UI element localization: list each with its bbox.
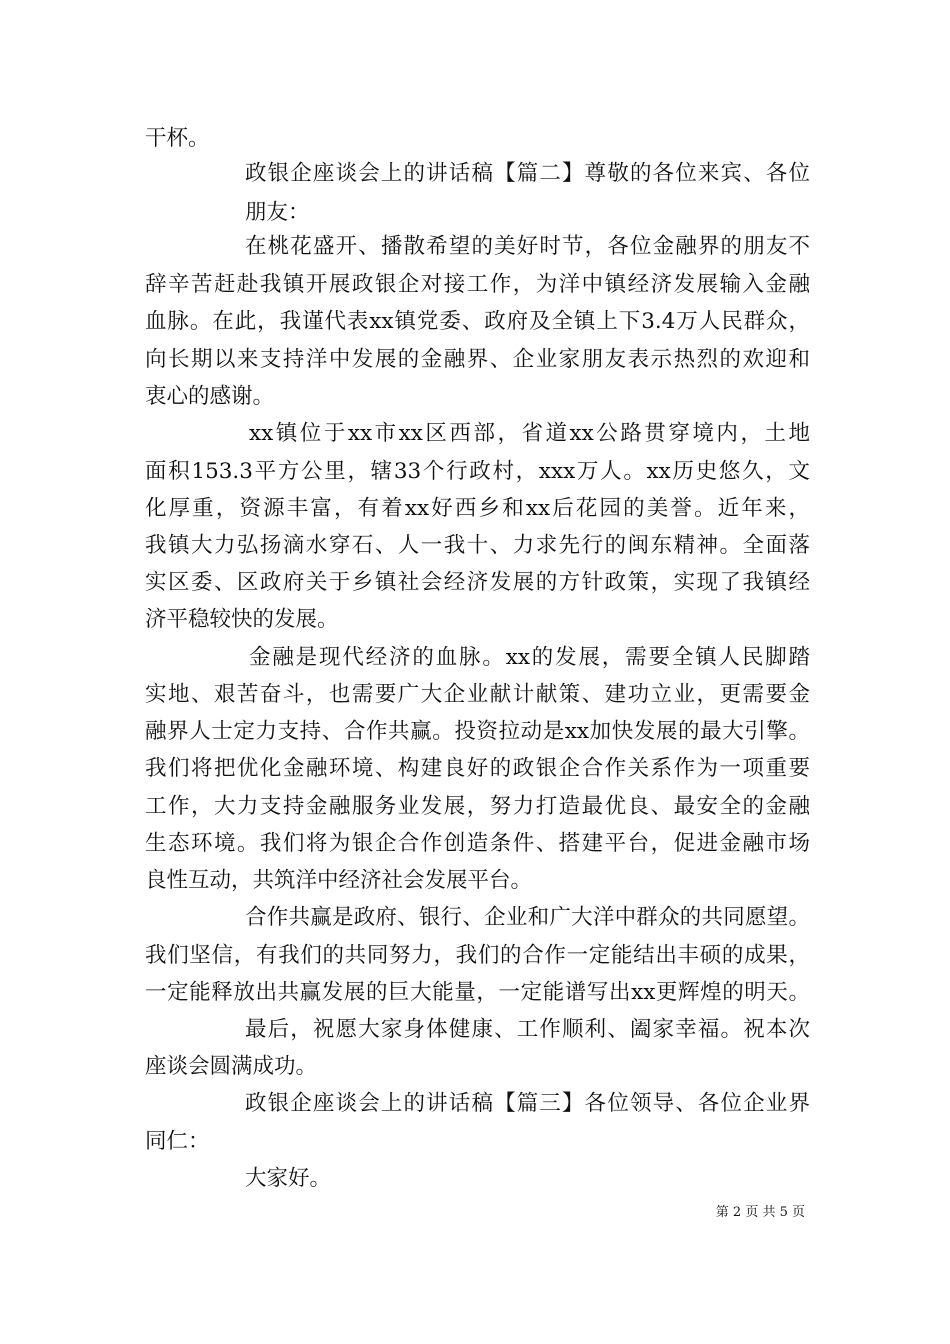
text-line: 座谈会圆满成功。: [145, 1054, 318, 1079]
text-line: 良性互动，共筑洋中经济社会发展平台。: [145, 868, 533, 893]
text-line: 朋友：: [245, 200, 310, 225]
page-number: 第 2 页 共 5 页: [715, 1205, 805, 1220]
text-line: 我们将把优化金融环境、构建良好的政银企合作关系作为一项重要: [145, 756, 810, 781]
text-line: 融界人士定力支持、合作共赢。投资拉动是xx加快发展的最大引擎。: [145, 719, 810, 744]
section-heading-line: 政银企座谈会上的讲话稿【篇三】各位领导、各位企业界: [245, 1091, 810, 1116]
paragraph-first-line: 在桃花盛开、播散希望的美好时节，各位金融界的朋友不: [245, 234, 810, 259]
paragraph-first-line: 最后，祝愿大家身体健康、工作顺利、阖家幸福。祝本次: [245, 1017, 810, 1042]
text-line: 我们坚信，有我们的共同努力，我们的合作一定能结出丰硕的成果，: [145, 943, 810, 968]
text-line: 化厚重，资源丰富，有着xx好西乡和xx后花园的美誉。近年来，: [145, 496, 810, 521]
section-heading-line: 政银企座谈会上的讲话稿【篇二】尊敬的各位来宾、各位: [245, 161, 810, 186]
text-line: 衷心的感谢。: [145, 384, 275, 409]
text-line: 实区委、区政府关于乡镇社会经济发展的方针政策，实现了我镇经: [145, 570, 810, 595]
text-line: 大家好。: [245, 1166, 332, 1191]
text-line: 同仁：: [145, 1129, 210, 1154]
text-line: 生态环境。我们将为银企合作创造条件、搭建平台，促进金融市场: [145, 831, 810, 856]
text-line: 一定能释放出共赢发展的巨大能量，一定能谱写出xx更辉煌的明天。: [145, 980, 810, 1005]
text-line: 干杯。: [145, 126, 210, 151]
paragraph-first-line: xx镇位于xx市xx区西部，省道xx公路贯穿境内，土地: [249, 421, 810, 446]
paragraph-first-line: 金融是现代经济的血脉。xx的发展，需要全镇人民脚踏: [249, 645, 810, 670]
text-line: 工作，大力支持金融服务业发展，努力打造最优良、最安全的金融: [145, 794, 810, 819]
text-line: 济平稳较快的发展。: [145, 607, 339, 632]
paragraph-first-line: 合作共赢是政府、银行、企业和广大洋中群众的共同愿望。: [245, 905, 810, 930]
text-line: 向长期以来支持洋中发展的金融界、企业家朋友表示热烈的欢迎和: [145, 347, 810, 372]
text-line: 血脉。在此，我谨代表xx镇党委、政府及全镇上下3.4万人民群众，: [145, 309, 810, 334]
text-line: 面积153.3平方公里，辖33个行政村，xxx万人。xx历史悠久，文: [145, 459, 810, 484]
text-line: 实地、艰苦奋斗，也需要广大企业献计献策、建功立业，更需要金: [145, 682, 810, 707]
text-line: 辞辛苦赶赴我镇开展政银企对接工作，为洋中镇经济发展输入金融: [145, 272, 810, 297]
text-line: 我镇大力弘扬滴水穿石、人一我十、力求先行的闽东精神。全面落: [145, 533, 810, 558]
